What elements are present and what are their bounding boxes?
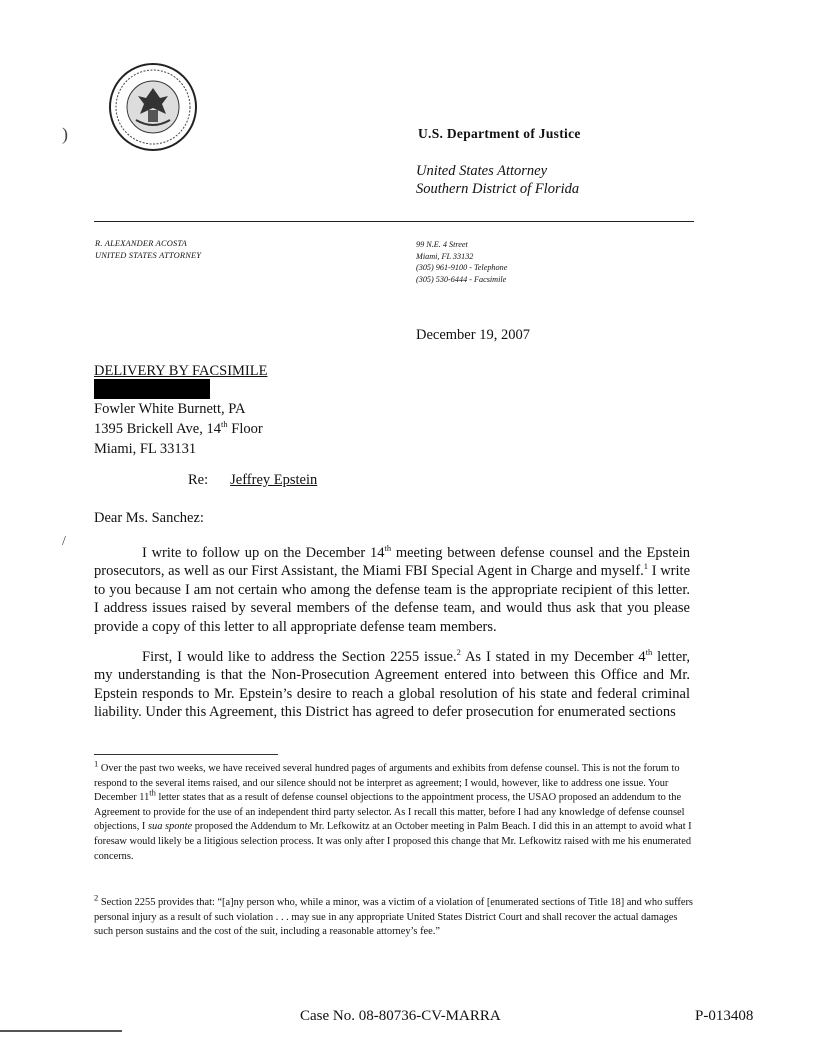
- re-label: Re:: [188, 472, 209, 488]
- office-city: Miami, FL 33132: [416, 251, 474, 261]
- redaction-bar: [94, 379, 210, 399]
- office-line-1: United States Attorney: [416, 163, 548, 179]
- header-divider: [94, 221, 694, 222]
- office-line-2: Southern District of Florida: [416, 181, 580, 197]
- margin-mark: /: [62, 534, 66, 549]
- agency-name: U.S. Department of Justice: [418, 126, 581, 141]
- delivery-method: DELIVERY BY FACSIMILE: [94, 363, 268, 379]
- office-address-block: [416, 239, 507, 285]
- office-fax: (305) 530-6444 - Facsimile: [416, 274, 507, 284]
- letter-date: December 19, 2007: [416, 327, 530, 343]
- office-block: [416, 162, 579, 198]
- footnote-1: $^1$ Over the past two weeks, we have received several hundred pages of arguments and exhibits from defense counsel. This is not the forum to respond to the several items raised, and our silence should not be interpret as agreement; I would, however, like to address one issue. Your December 11th letter states that as a result of defense counsel objections to the appointment process, the USAO proposed an addendum to the Agreement to provide for the use of an independent third party selector. As I recall this matter, before I had any knowledge of defense counsel objections, I sua sponte proposed the Addendum to Mr. Lefkowitz at an October meeting in Palm Beach. I did this in an attempt to avoid what I foresaw would likely be a litigious selection process. It was only after I proposed this change that Mr. Lefkowitz raised with me his enumerated concerns.: [94, 758, 692, 862]
- body-paragraph-2: First, I would like to address the Section 2255 issue.$^2$ As I stated in my December 4th letter, my understanding is that the Non-Prosecution Agreement entered into between this Office and Mr. Epstein responds to Mr. Epstein’s desire to reach a global resolution of his state and federal criminal liability. Under this Agreement, this District has agreed to defer prosecution for enumerated sections: [94, 647, 690, 721]
- scan-mark: [0, 1030, 122, 1032]
- attorney-block: [95, 238, 201, 262]
- footnote-ref: 2: [456, 647, 461, 658]
- case-number: Case No. 08-80736-CV-MARRA: [300, 1008, 501, 1024]
- bates-number: P-013408: [695, 1008, 754, 1024]
- footnote-ref: 1: [643, 561, 649, 572]
- recipient-city: Miami, FL 33131: [94, 441, 197, 457]
- recipient-firm: Fowler White Burnett, PA: [94, 401, 246, 417]
- body-paragraph-1: I write to follow up on the December 14th meeting between defense counsel and the Epstein prosecutors, as well as our First Assistant, the Miami FBI Special Agent in Charge and myself.$^1$ I write to you because I am not certain who among the defense team is the appropriate recipient of this letter. I address issues raised by several members of the defense team, and would thus ask that you please provide a copy of this letter to all appropriate defense team members.: [94, 543, 691, 635]
- margin-mark: ): [62, 124, 68, 144]
- footnote-divider: [94, 754, 278, 755]
- recipient-address: [94, 399, 263, 459]
- office-phone: (305) 961-9100 - Telephone: [416, 263, 508, 272]
- re-line: [188, 472, 317, 489]
- footnote-2: $^2$ Section 2255 provides that: “[a]ny person who, while a minor, was a victim of a violation of [enumerated sections of Title 18] and who suffers personal injury as a result of such violation . . . may sue in any appropriate United States District Court and shall recover the actual damages such person sustains and the cost of the suit, including a reasonable attorney’s fee.”: [94, 892, 693, 938]
- attorney-title: UNITED STATES ATTORNEY: [95, 251, 202, 260]
- re-subject: Jeffrey Epstein: [230, 472, 318, 488]
- office-street: 99 N.E. 4 Street: [416, 240, 468, 249]
- doj-seal-icon: [108, 62, 198, 152]
- salutation: Dear Ms. Sanchez:: [94, 510, 204, 526]
- recipient-street: 1395 Brickell Ave, 14th Floor: [94, 419, 263, 437]
- attorney-name: R. ALEXANDER ACOSTA: [95, 239, 187, 248]
